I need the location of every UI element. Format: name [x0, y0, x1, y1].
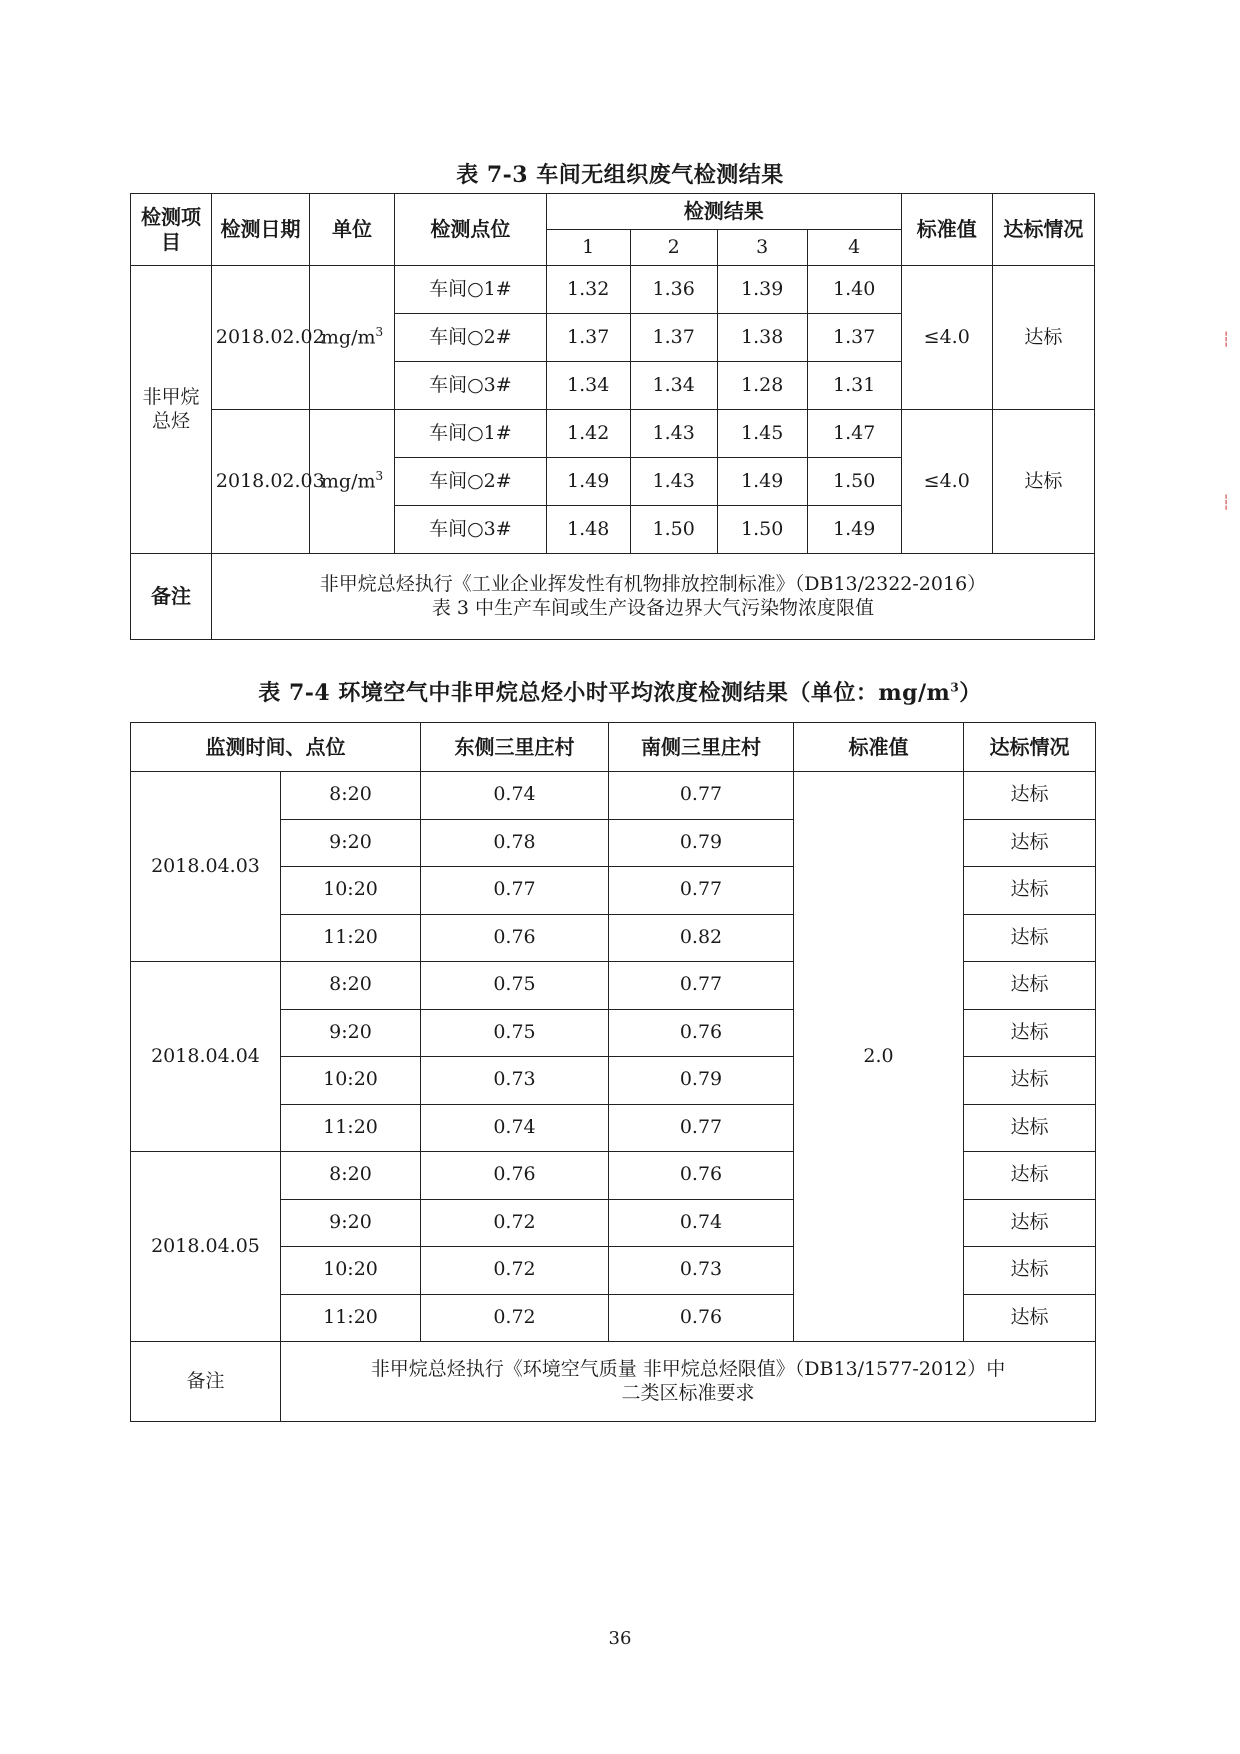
status-value: 达标: [992, 266, 1094, 410]
item-name: 非甲烷总烃: [131, 266, 212, 554]
south-value: 0.77: [609, 1104, 794, 1152]
south-value: 0.77: [609, 772, 794, 820]
header-col-4: 4: [807, 230, 901, 266]
header-south: 南侧三里庄村: [609, 723, 794, 772]
value-cell: 1.40: [807, 266, 901, 314]
group-unit: $mg/m^3$: [310, 410, 395, 554]
header-col-1: 1: [546, 230, 630, 266]
header-result: 检测结果: [546, 194, 901, 230]
header-status: 达标情况: [964, 723, 1096, 772]
header-status: 达标情况: [992, 194, 1094, 266]
standard-value: ≤4.0: [901, 266, 992, 410]
south-value: 0.82: [609, 914, 794, 962]
group-date: 2018.04.05: [131, 1152, 281, 1342]
header-col-3: 3: [717, 230, 807, 266]
value-cell: 1.34: [630, 362, 717, 410]
value-cell: 1.45: [717, 410, 807, 458]
value-cell: 1.38: [717, 314, 807, 362]
note-line-1: 非甲烷总烃执行《工业企业挥发性有机物排放控制标准》（DB13/2322-2016）: [319, 572, 987, 595]
time-cell: 10:20: [281, 1057, 421, 1105]
east-value: 0.74: [421, 772, 609, 820]
point-cell: 车间○3#: [395, 362, 547, 410]
group-date: 2018.04.04: [131, 962, 281, 1152]
note-row: [131, 1342, 1096, 1422]
group-date: 2018.02.03: [211, 410, 309, 554]
table-7-3: [130, 193, 1095, 640]
value-cell: 1.49: [807, 506, 901, 554]
south-value: 0.79: [609, 819, 794, 867]
note-label: 备注: [131, 554, 212, 640]
value-cell: 1.32: [546, 266, 630, 314]
table-row: [131, 266, 1095, 314]
status-value: 达标: [964, 1009, 1096, 1057]
value-cell: 1.48: [546, 506, 630, 554]
note-line-2: 表 3 中生产车间或生产设备边界大气污染物浓度限值: [431, 596, 875, 619]
status-value: 达标: [964, 1199, 1096, 1247]
south-value: 0.76: [609, 1152, 794, 1200]
east-value: 0.75: [421, 1009, 609, 1057]
status-value: 达标: [964, 867, 1096, 915]
time-cell: 10:20: [281, 867, 421, 915]
header-unit: 单位: [310, 194, 395, 266]
value-cell: 1.34: [546, 362, 630, 410]
standard-value: ≤4.0: [901, 410, 992, 554]
header-time-point: 监测时间、点位: [131, 723, 421, 772]
group-date: 2018.04.03: [131, 772, 281, 962]
time-cell: 8:20: [281, 1152, 421, 1200]
value-cell: 1.31: [807, 362, 901, 410]
value-cell: 1.50: [717, 506, 807, 554]
east-value: 0.72: [421, 1199, 609, 1247]
note-label: 备注: [131, 1342, 281, 1422]
east-value: 0.76: [421, 1152, 609, 1200]
east-value: 0.75: [421, 962, 609, 1010]
south-value: 0.74: [609, 1199, 794, 1247]
south-value: 0.77: [609, 867, 794, 915]
table-row: [131, 410, 1095, 458]
header-east: 东侧三里庄村: [421, 723, 609, 772]
table-7-4-caption: 表 7-4 环境空气中非甲烷总烃小时平均浓度检测结果（单位：$mg/m^3$）: [258, 680, 982, 706]
header-point: 检测点位: [395, 194, 547, 266]
east-value: 0.73: [421, 1057, 609, 1105]
table-row: [131, 772, 1096, 820]
point-cell: 车间○2#: [395, 458, 547, 506]
time-cell: 8:20: [281, 962, 421, 1010]
status-value: 达标: [964, 1152, 1096, 1200]
time-cell: 11:20: [281, 914, 421, 962]
value-cell: 1.37: [807, 314, 901, 362]
point-cell: 车间○1#: [395, 266, 547, 314]
status-value: 达标: [964, 1294, 1096, 1342]
header-standard: 标准值: [901, 194, 992, 266]
east-value: 0.74: [421, 1104, 609, 1152]
table-7-4: [130, 722, 1096, 1422]
status-value: 达标: [964, 962, 1096, 1010]
status-value: 达标: [964, 819, 1096, 867]
east-value: 0.72: [421, 1247, 609, 1295]
status-value: 达标: [964, 772, 1096, 820]
value-cell: 1.37: [546, 314, 630, 362]
status-value: 达标: [964, 914, 1096, 962]
value-cell: 1.47: [807, 410, 901, 458]
status-value: 达标: [964, 1104, 1096, 1152]
east-value: 0.77: [421, 867, 609, 915]
east-value: 0.78: [421, 819, 609, 867]
page-number: 36: [608, 1628, 632, 1649]
status-value: 达标: [964, 1247, 1096, 1295]
value-cell: 1.50: [807, 458, 901, 506]
point-cell: 车间○3#: [395, 506, 547, 554]
note-text: [211, 554, 1094, 640]
time-cell: 11:20: [281, 1104, 421, 1152]
value-cell: 1.50: [630, 506, 717, 554]
time-cell: 9:20: [281, 1199, 421, 1247]
value-cell: 1.39: [717, 266, 807, 314]
note-line-2: 二类区标准要求: [621, 1381, 755, 1404]
east-value: 0.72: [421, 1294, 609, 1342]
status-value: 达标: [992, 410, 1094, 554]
south-value: 0.77: [609, 962, 794, 1010]
south-value: 0.73: [609, 1247, 794, 1295]
value-cell: 1.43: [630, 458, 717, 506]
value-cell: 1.36: [630, 266, 717, 314]
value-cell: 1.42: [546, 410, 630, 458]
value-cell: 1.43: [630, 410, 717, 458]
header-standard: 标准值: [794, 723, 964, 772]
header-item: 检测项目: [131, 194, 212, 266]
east-value: 0.76: [421, 914, 609, 962]
value-cell: 1.49: [717, 458, 807, 506]
group-date: 2018.02.02: [211, 266, 309, 410]
south-value: 0.76: [609, 1294, 794, 1342]
time-cell: 9:20: [281, 1009, 421, 1057]
time-cell: 10:20: [281, 1247, 421, 1295]
status-value: 达标: [964, 1057, 1096, 1105]
time-cell: 8:20: [281, 772, 421, 820]
note-row: [131, 554, 1095, 640]
south-value: 0.79: [609, 1057, 794, 1105]
south-value: 0.76: [609, 1009, 794, 1057]
note-text: [281, 1342, 1096, 1422]
header-date: 检测日期: [211, 194, 309, 266]
table-7-3-caption: 表 7-3 车间无组织废气检测结果: [456, 162, 784, 188]
point-cell: 车间○2#: [395, 314, 547, 362]
time-cell: 9:20: [281, 819, 421, 867]
standard-value: 2.0: [794, 772, 964, 1342]
value-cell: 1.49: [546, 458, 630, 506]
note-line-1: 非甲烷总烃执行《环境空气质量 非甲烷总烃限值》（DB13/1577-2012）中: [370, 1357, 1006, 1380]
header-col-2: 2: [630, 230, 717, 266]
group-unit: $mg/m^3$: [310, 266, 395, 410]
point-cell: 车间○1#: [395, 410, 547, 458]
value-cell: 1.37: [630, 314, 717, 362]
scan-mark: ┆: [1222, 495, 1231, 511]
time-cell: 11:20: [281, 1294, 421, 1342]
value-cell: 1.28: [717, 362, 807, 410]
scan-mark: ┆: [1222, 332, 1231, 348]
